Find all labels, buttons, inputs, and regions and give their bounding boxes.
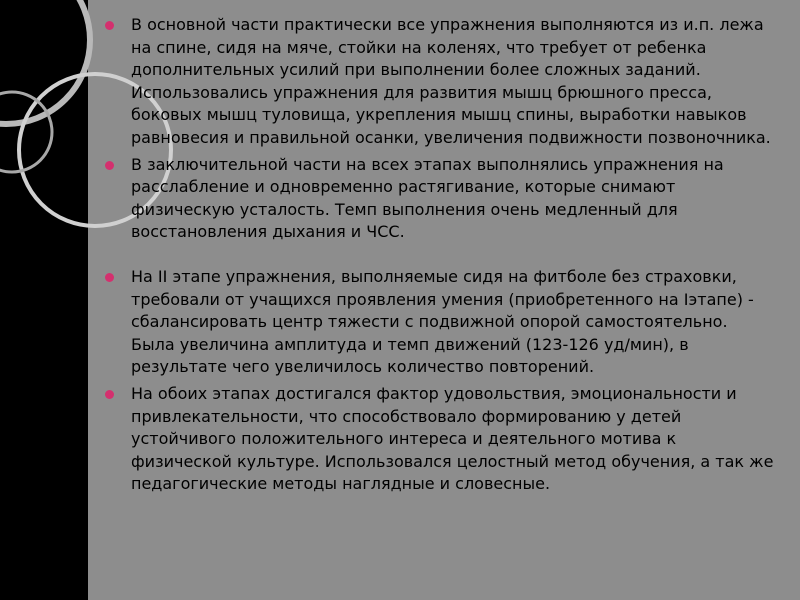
bullet-text: В основной части практически все упражнения выполняются из и.п. лежа на спине, сидя на мяче, стойки на коленях, что требует от ребенка дополнительных усилий при выполнении более сложных заданий. Использовались упражнения для развития мышц брюшного пресса, боковых мышц туловища, укрепления мышц спины, выработки навыков равновесия и правильной осанки, увеличения подвижности позвоночника. [131, 15, 771, 147]
bullet-item-main-part [104, 14, 776, 150]
bullet-list [104, 14, 776, 500]
bullet-dot-icon [105, 21, 114, 30]
bullet-dot-icon [105, 390, 114, 399]
bullet-item-both-stages [104, 383, 776, 496]
bullet-text: В заключительной части на всех этапах выполнялись упражнения на расслабление и одновременно растягивание, которые снимают физическую усталость. Темп выполнения очень медленный для восстановления дыхания и ЧСС. [131, 154, 724, 242]
bullet-dot-icon [105, 161, 114, 170]
bullet-item-final-part [104, 154, 776, 244]
bullet-item-stage-two [104, 266, 776, 379]
bullet-dot-icon [105, 273, 114, 282]
bullet-text: На обоих этапах достигался фактор удовольствия, эмоциональности и привлекательности, что способствовало формированию у детей устойчивого положительного интереса и деятельного мотива к физической культуре. Использовался целостный метод обучения, а так же педагогические методы наглядные и словесные. [131, 383, 774, 494]
left-black-band [0, 0, 88, 600]
bullet-text: На II этапе упражнения, выполняемые сидя на фитболе без страховки, требовали от учащихся проявления умения (приобретенного на Iэтапе) - сбалансировать центр тяжести с подвижной опорой самостоятельно. Была увеличина амплитуда и темп движений (123-126 уд/мин), в результате чего увеличилось количество повторений. [131, 266, 754, 377]
